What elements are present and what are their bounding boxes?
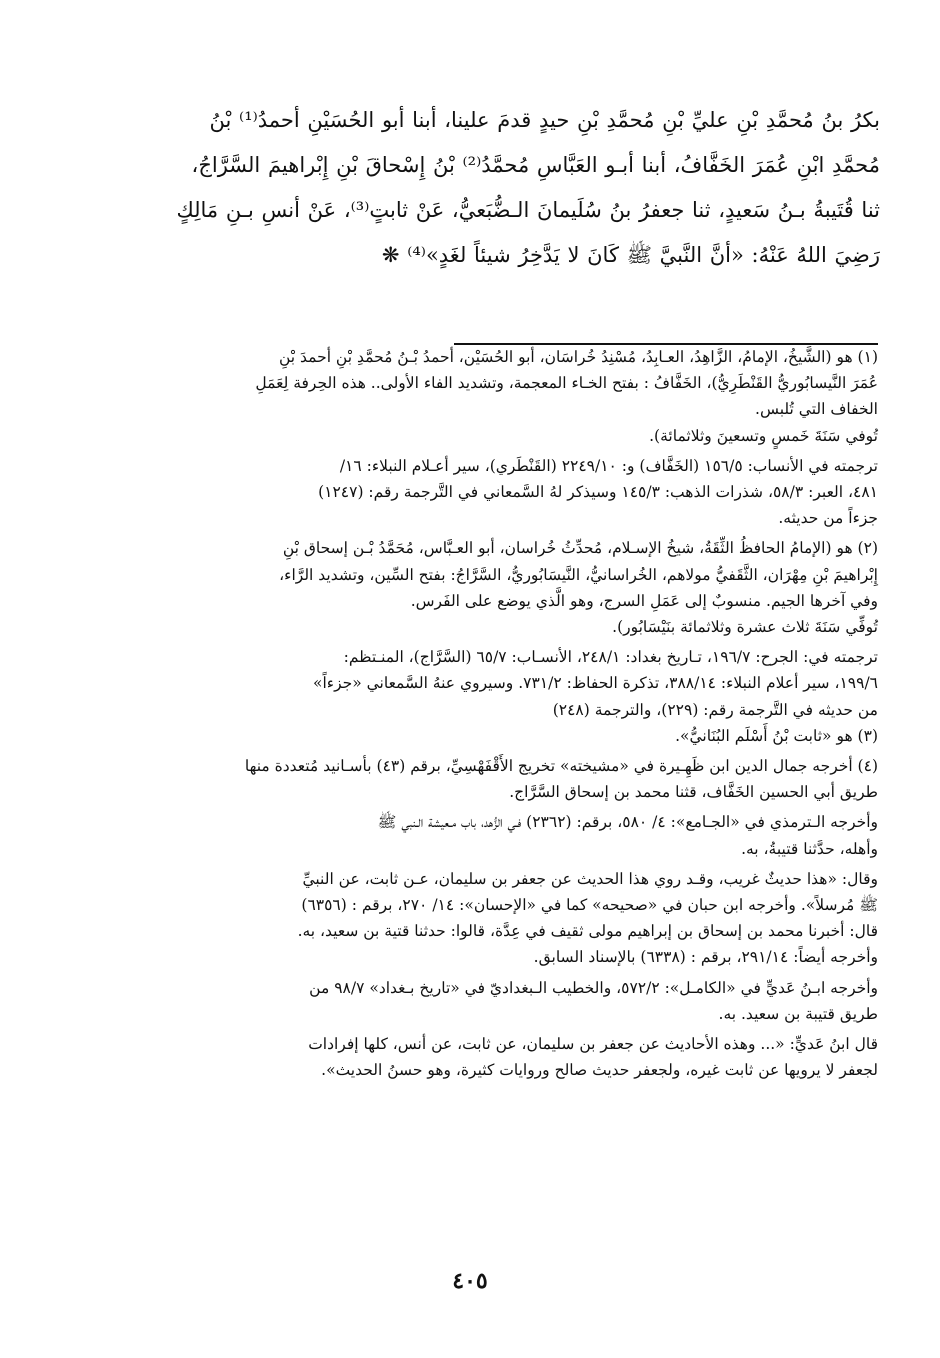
footnote-1-line: ٤٨١، العبر: ٥٨/٣، شذرات الذهب: ١٤٥/٣ وسيذكر لهُ السَّمعاني في التَّرجمة رقم: (١٢٤٧) [318,483,878,502]
main-text-line: بكرُ بنُ مُحمَّدِ بْنِ عليِّ بْنِ مُحمَّدِ بْنِ حيدٍ قدمَ علينا، أبنا أبو الحُسَيْنِ أحمدُ⁽¹⁾ بْنُ [209,108,880,132]
footnote-4-line: وأخرجه ابـنُ عَديٍّ في «الكامـل»: ٥٧٢/٢، والخطيب الـبغداديّ في «تاريخ بـغداد» ٩٨/٧ من [309,978,878,997]
main-text-line: ثنا قُتَيبةُ بـنُ سَعيدٍ، ثنا جعفرُ بنُ سُلَيمانَ الـضُّبَعيُّ، عَنْ ثابتٍ⁽³⁾، عَنْ أنسِ بـنِ مَالِكٍ [176,198,880,222]
footnote-2-line: (٢) هو (الإمامُ الحافظُ الثِّقَةُ، شيخُ الإسـلام، مُحدِّثُ خُراسان، أبو العـبَّاس، مُحَمَّدُ بْـن إسحاق بْنِ [282,539,878,558]
footnote-4-line: وأخرجه أيضاً: ٢٩١/١٤، برقم : (٦٣٣٨) بالإسناد السابق. [533,948,878,967]
footnote-2-line: وفي آخرها الجيم. منسوبٌ إلى عَمَلِ السرج، وهو الَّذي يوضع على الفَرس. [410,591,878,610]
footnote-4-line: قال ابنُ عَديٍّ: «... وهذه الأحاديث عن جعفر بن سليمان، عن ثابت، عن أنس، كلها إفرادات [308,1035,878,1054]
footnote-4-line: طريق قتيبة بن سعيد. به. [718,1004,878,1023]
main-text-block [100,98,880,278]
footnote-2-line: ترجمته في: الجرح: ١٩٦/٧، تـاريخ بغداد: ٢٤٨/١، الأنسـاب: ٦٥/٧ (السَّرَّاج)، المنـتظم: [343,648,878,667]
footnote-4-line: قال: أخبرنا محمد بن إسحاق بن إبراهيم مولى ثقيف في عِدَّة، قالوا: حدثنا قتية بن سعيد، به. [297,922,878,941]
footnote-3-line: (٣) هو «ثابت بْنُ أَسْلَم البُنَانيُّ». [675,726,878,745]
main-text-line: رَضِيَ اللهُ عَنْهُ: «أنَّ النَّبيَّ ﷺ كَانَ لا يَدَّخِرُ شيئاً لغَدٍ»⁽⁴⁾ ❋ [381,243,880,267]
footnote-2-line: ١٩٩/٦، سير أعلام النبلاء: ٣٨٨/١٤، تذكرة الحفاظ: ٧٣١/٢. وسيروي عنهُ السَّمعاني «جزءاً» [313,674,878,693]
footnote-2-line: إِبْراهيمَ بْنِ مِهْرَان، الثَّقَفيُّ مولاهم، الخُراسانيُّ، النَّيسَابُوريُّ، السَّرَّاجُ: بفتح السِّين، وتشديد الرَّاء، [279,565,878,584]
footnote-1-line: (١) هو (الشَّيخُ، الإمامُ، الزَّاهِدُ، العـابِدُ، مُسْنِدُ خُراسَان، أبو الحُسَيْن، أحمدُ بْـنُ مُحمَّدِ بْنِ أحمدَ بْنِ [278,348,878,366]
main-text-line: مُحمَّدِ ابْنِ عُمَرَ الخَفَّافُ، أبنا أبـو العَبَّاسِ مُحمَّدُ⁽²⁾ بْنُ إِسْحاقَ بْنِ إِبْراهيمَ السَّرَّاجُ، [191,153,880,177]
footnote-4-line: ﷺ مُرسلاً». وأخرجه ابن حبان في «صحيحه» كما في «الإحسان»: ١٤/ ٢٧٠، برقم : (٦٣٥٦) [301,896,878,915]
footnote-1-line: ترجمته في الأنساب: ١٥٦/٥ (الخَفَّاف) و: ٢٢٤٩/١٠ (القَنْطَري)، سير أعـلام النبلاء: ١٦/ [339,456,878,475]
footnote-4-line: طريق أبي الحسين الخَفَّاف، قثنا محمد بن إسحاق السَّرَّاج. [509,783,878,802]
footnote-4-line: (٤) أخرجه جمال الدين ابن ظَهِـيرة في «مشيخته» تخريج الأَقْفَهْسِيِّ، برقم (٤٣) بأسـانيد مُتعددة منها [244,757,878,776]
footnote-4-line: وأهله، حدَّثنا قتيبةُ، به. [741,839,878,858]
footnote-1-line: جزءاً من حديثه. [778,509,878,528]
footnotes-block [100,344,878,1083]
footnote-2-line: تُوفِّي سَنَةَ ثلاث عشرة وثلاثمائة بنَيْسَابُور). [612,618,878,637]
page-number: ٤٠٥ [452,1268,488,1294]
footnote-4-line: لجعفر لا يرويها عن ثابت غيره، ولجعفر حديث صالح وروايات كثيرة، وهو حسنُ الحديث». [321,1061,878,1080]
footnote-4-line: وأخرجه الـترمذي في «الجـامع»: ٤/ ٥٨٠، برقم: (٢٣٦٢) فـي الزُّهد، باب مـعيشة الـنبي ﷺ [377,813,878,832]
footnote-1-line: عُمَرَ النَّيسابُوريُّ القَنْطَرِيُّ)، الخَفَّافُ : بفتح الخـاء المعجمة، وتشديد الفاء الأولى.. هذه الحِرفة لِعَمَلِ [255,374,878,393]
footnote-1-line: تُوفي سَنَةَ خَمسٍ وتسعينَ وثلاثمائة). [649,426,878,445]
footnote-1-line: الخفاف التي تُلبس. [755,400,878,419]
footnote-2-line: من حديثه في التَّرجمة رقم: (٢٢٩)، والترجمة (٢٤٨) [552,700,878,719]
footnote-4-line: وقال: «هذا حديثٌ غريب، وقـد روي هذا الحديث عن جعفر بن سليمان، عـن ثابت، عن النبيِّ [302,869,878,888]
